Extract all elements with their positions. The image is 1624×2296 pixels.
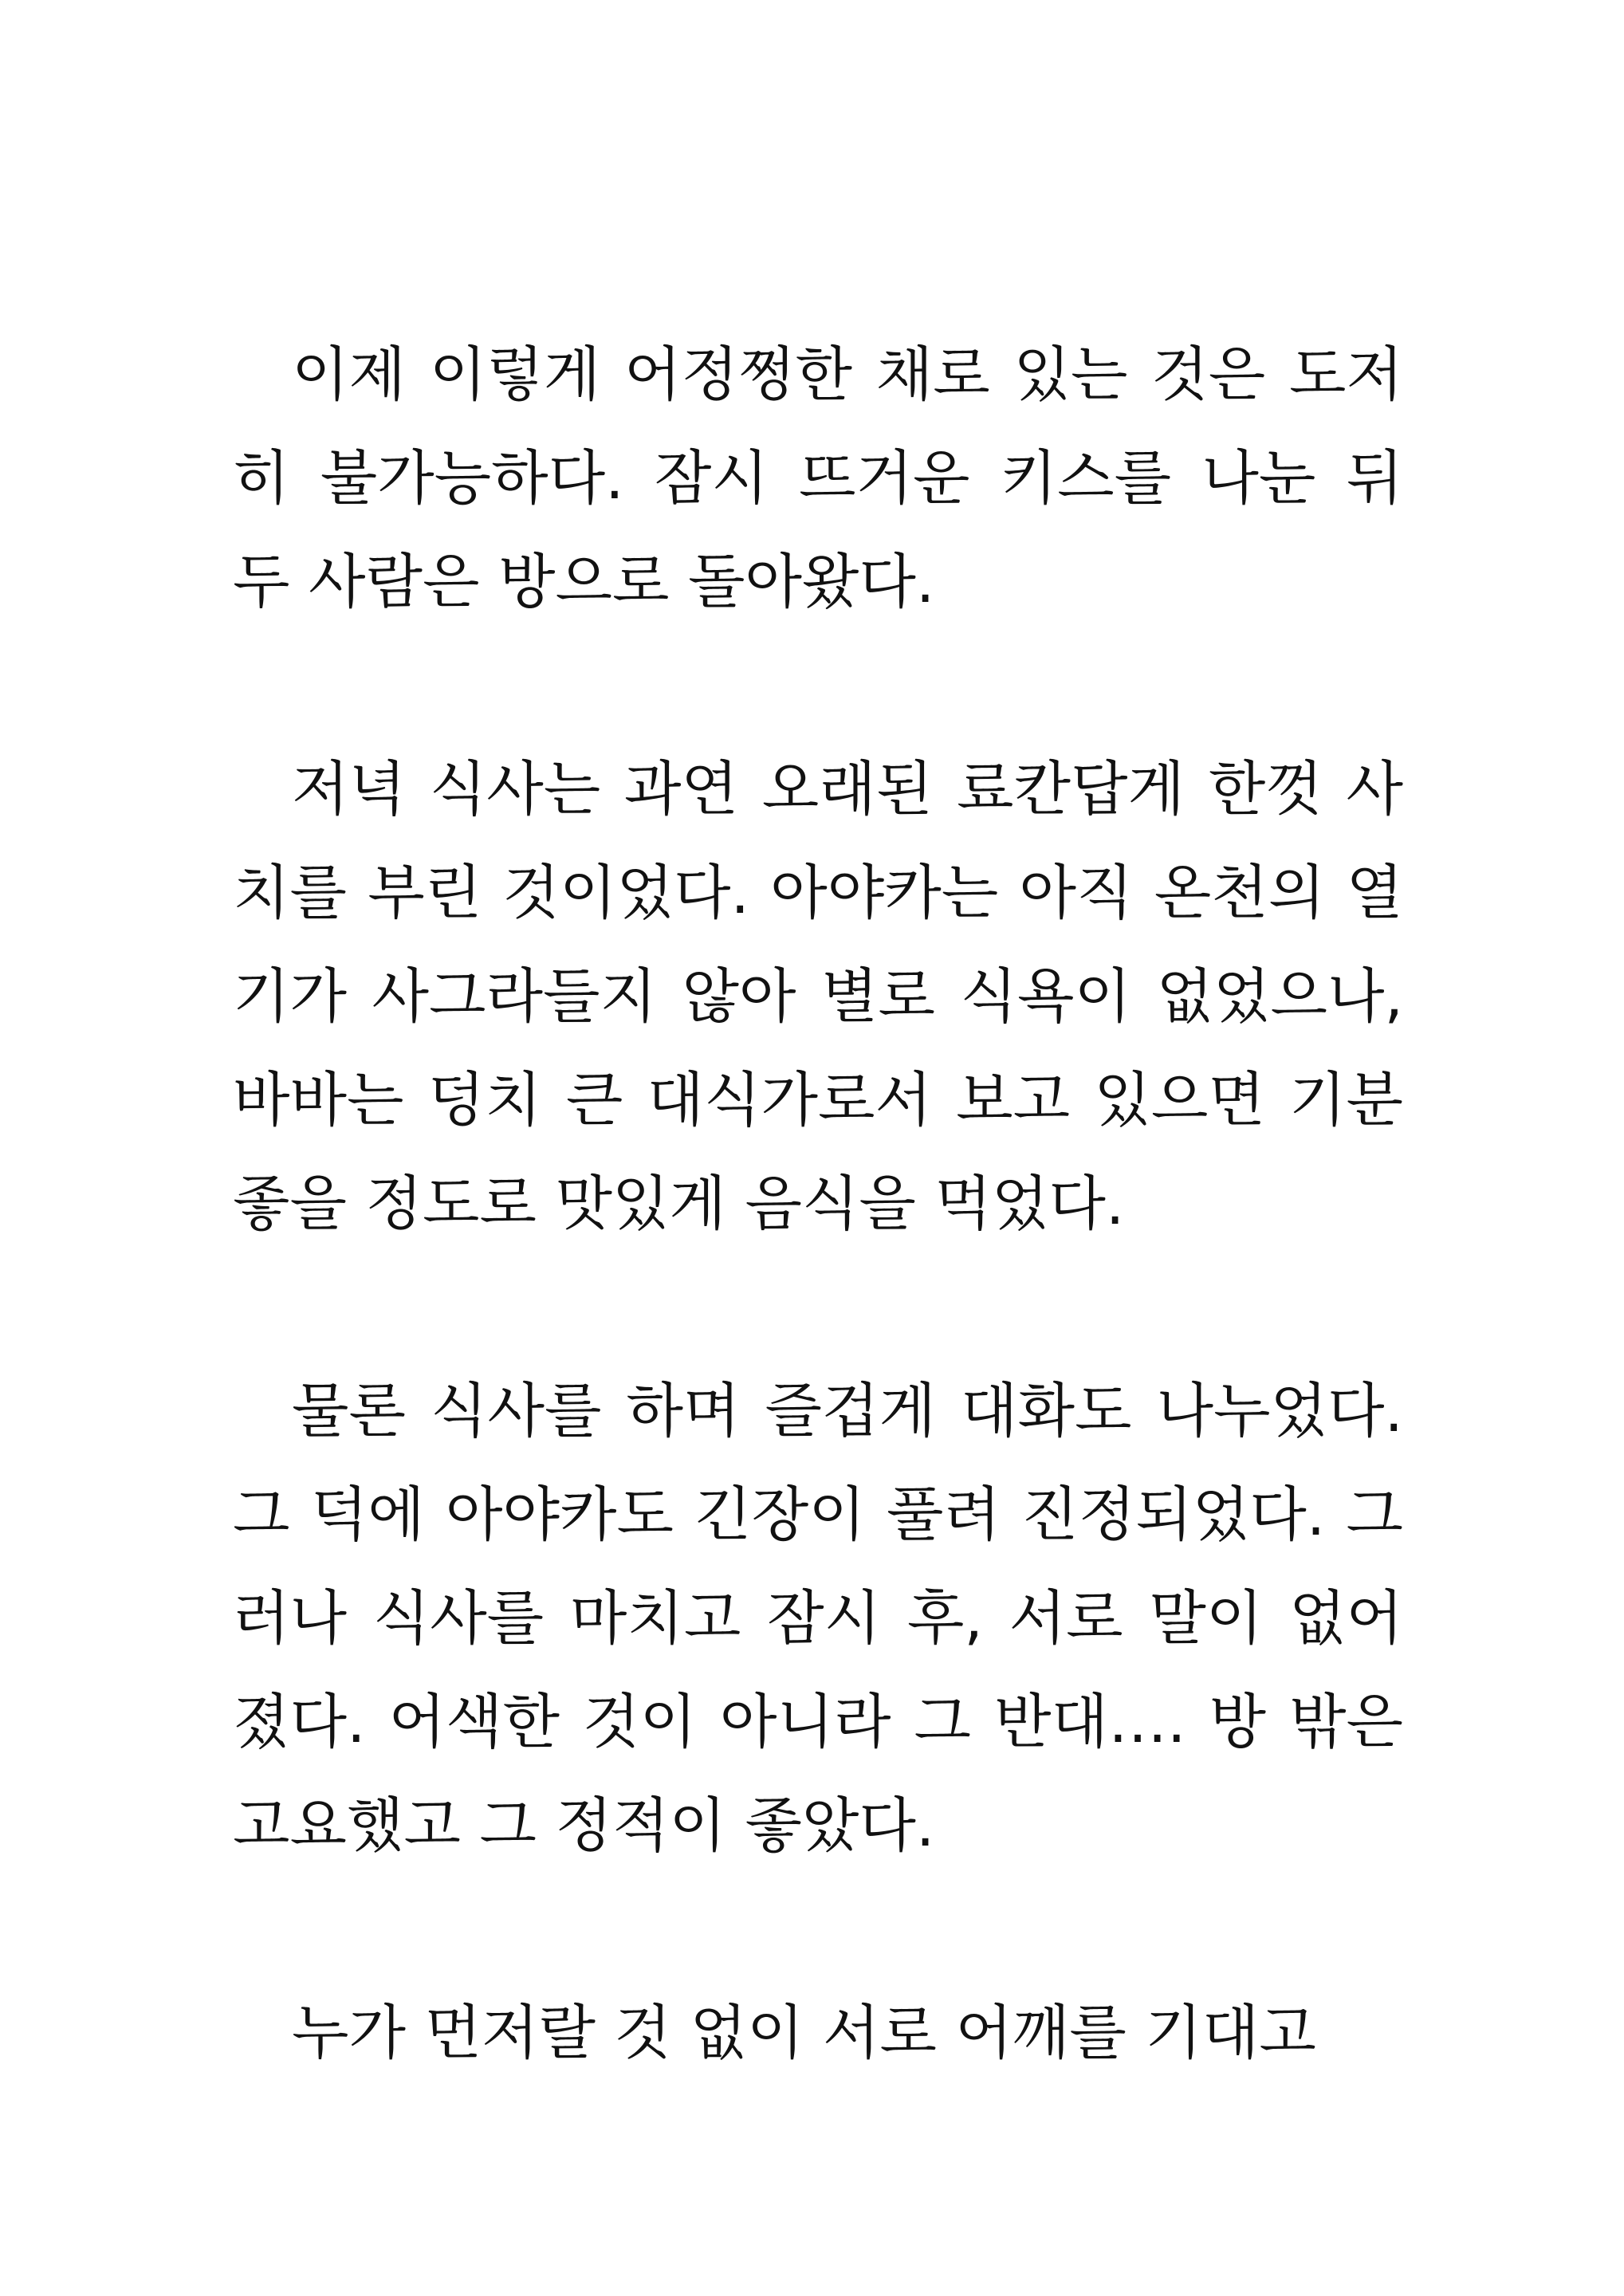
paragraph-3: 물론 식사를 하며 즐겁게 대화도 나누었다. 그 덕에 아야카도 긴장이 풀려 진정되었다. 그러나 식사를 마치고 잠시 후, 서로 말이 없어졌다. 어색한 것이 아니라 그 반대…. 방 밖은 고요했고 그 정적이 좋았다.: [233, 1377, 1403, 1860]
paragraph-4: 누가 먼저랄 것 없이 서로 어깨를 기대고: [292, 1999, 1316, 2067]
paragraph-2: 저녁 식사는 과연 오래된 료칸답게 한껏 사치를 부린 것이었다. 아야카는 아직 온천의 열기가 사그라들지 않아 별로 식욕이 없었으나, 바바는 덩치 큰 대식가로서 보고 있으면 기분 좋을 정도로 맛있게 음식을 먹었다.: [233, 755, 1403, 1238]
body-text: [233, 323, 1403, 2085]
paragraph-1: 이제 이렇게 어정쩡한 채로 있는 것은 도저히 불가능하다. 잠시 뜨거운 키스를 나눈 뒤 두 사람은 방으로 돌아왔다.: [233, 340, 1403, 616]
